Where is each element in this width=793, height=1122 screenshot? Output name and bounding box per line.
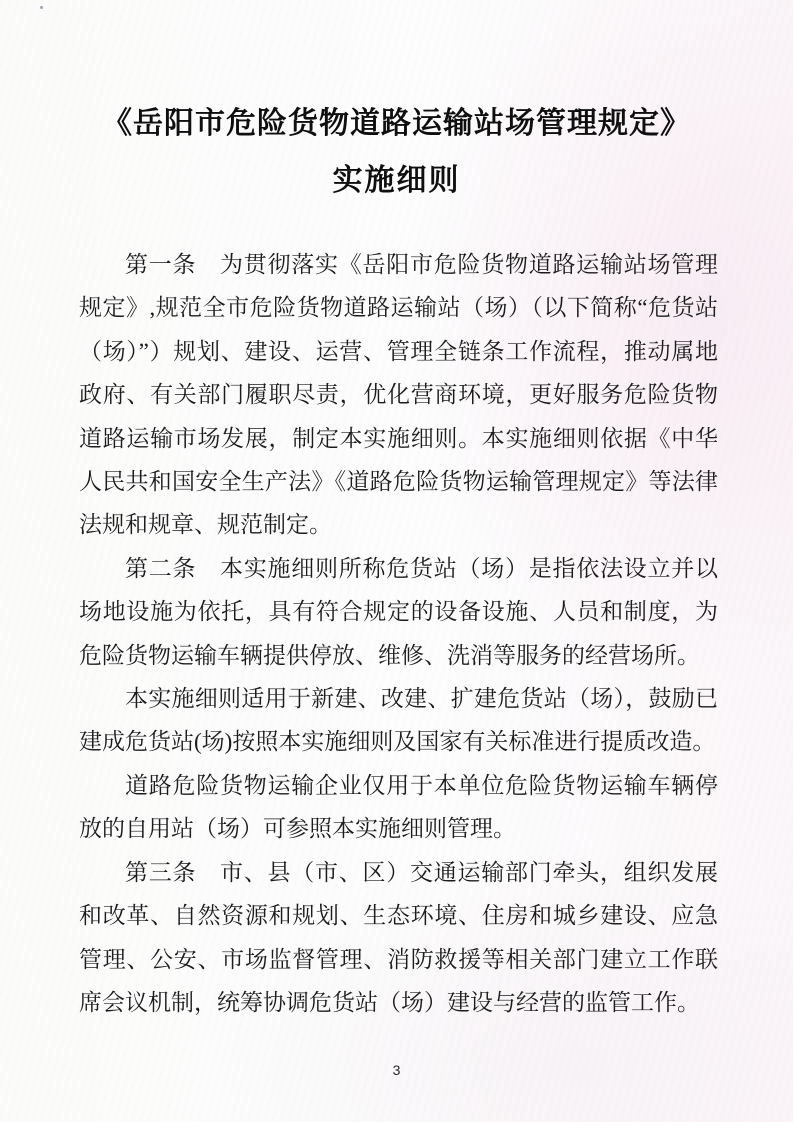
- paragraph-article-2: 第二条 本实施细则所称危货站（场）是指依法设立并以场地设施为依托，具有符合规定的设备设施、人员和制度，为危险货物运输车辆提供停放、维修、洗消等服务的经营场所。: [79, 555, 718, 668]
- document-body: [79, 243, 718, 1024]
- document-title: [0, 95, 793, 209]
- paragraph-article-2-scope: 本实施细则适用于新建、改建、扩建危货站（场），鼓励已建成危货站(场)按照本实施细则及国家有关标准进行提质改造。: [79, 686, 718, 755]
- page-number: 3: [392, 1062, 401, 1078]
- document-title-line1: 《岳阳市危险货物道路运输站场管理规定》: [102, 107, 691, 140]
- document-title-line2: 实施细则: [332, 164, 461, 197]
- paragraph-article-1: 第一条 为贯彻落实《岳阳市危险货物道路运输站场管理规定》,规范全市危险货物道路运输站（场）（以下简称“危货站（场）”）规划、建设、运营、管理全链条工作流程，推动属地政府、有关部门履职尽责，优化营商环境，更好服务危险货物道路运输市场发展，制定本实施细则。本实施细则依据《中华人民共和国安全生产法》《道路危险货物运输管理规定》等法律法规和规章、规范制定。: [79, 252, 718, 538]
- paragraph-article-2-self-use: 道路危险货物运输企业仅用于本单位危险货物运输车辆停放的自用站（场）可参照本实施细则管理。: [79, 772, 718, 842]
- scan-artifact-speck: [40, 6, 43, 9]
- paragraph-article-3: 第三条 市、县（市、区）交通运输部门牵头，组织发展和改革、自然资源和规划、生态环境、住房和城乡建设、应急管理、公安、市场监督管理、消防救援等相关部门建立工作联席会议机制，统筹协调危货站（场）建设与经营的监管工作。: [79, 859, 718, 1015]
